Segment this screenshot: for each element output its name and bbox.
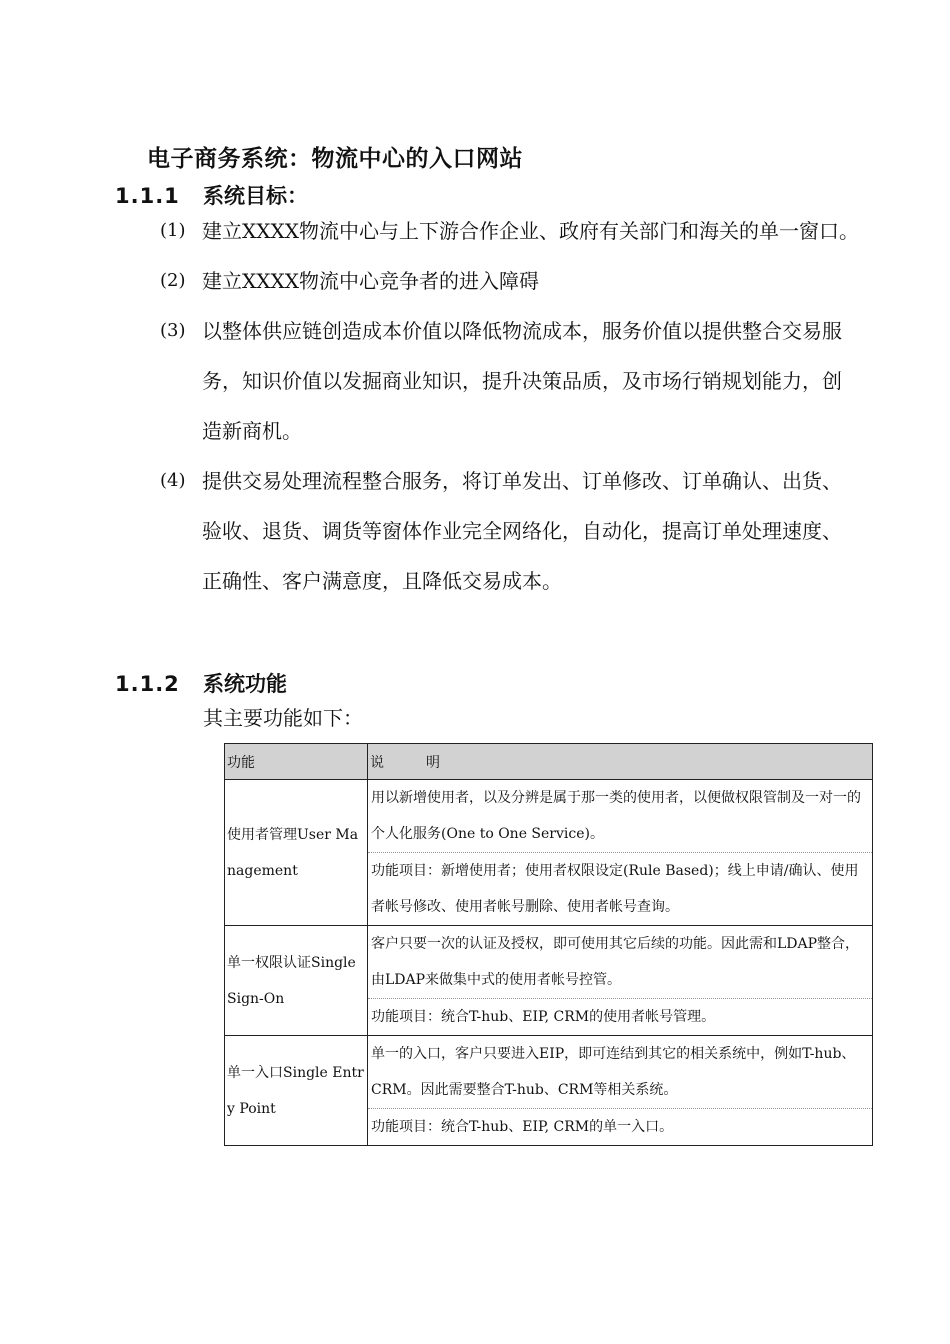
function-name: 单一权限认证Single Sign-On: [225, 926, 368, 1036]
function-items: [368, 852, 872, 925]
items-text: 功能项目：新增使用者；使用者权限设定(Rule Based)；线上申请/确认、使用者帐号修改、使用者帐号删除、使用者帐号查询。: [371, 863, 859, 915]
description-text: 用以新增使用者，以及分辨是属于那一类的使用者，以便做权限管制及一对一的个人化服务(One to One Service)。: [371, 790, 861, 842]
table-row: [225, 926, 873, 1036]
function-name: 使用者管理User Management: [225, 780, 368, 926]
functions-intro: 其主要功能如下：: [203, 706, 363, 730]
table-row: [225, 780, 873, 926]
function-description: [368, 1036, 872, 1108]
function-description-cell: [368, 926, 873, 1036]
description-text: 单一的入口，客户只要进入EIP，即可连结到其它的相关系统中，例如T-hub、CRM。因此需要整合T-hub、CRM等相关系统。: [371, 1046, 856, 1098]
function-description-cell: [368, 780, 873, 926]
items-text: 功能项目：统合T-hub、EIP, CRM的单一入口。: [371, 1119, 674, 1135]
list-item-text: 建立XXXX物流中心与上下游合作企业、政府有关部门和海关的单一窗口。: [202, 219, 859, 243]
section-heading-functions: [115, 668, 287, 698]
section-number: 1.1.2: [115, 672, 180, 696]
column-header-function: 功能: [225, 744, 368, 780]
section-number: 1.1.1: [115, 184, 180, 208]
function-items: [368, 998, 872, 1035]
goals-list: [160, 206, 860, 606]
list-marker: (4): [160, 470, 186, 491]
list-item: [160, 206, 860, 256]
list-marker: (2): [160, 270, 186, 291]
document-title: 电子商务系统：物流中心的入口网站: [147, 146, 523, 172]
section-title: 系统目标：: [203, 184, 308, 208]
function-description: [368, 926, 872, 998]
list-item-text: 提供交易处理流程整合服务，将订单发出、订单修改、订单确认、出货、验收、退货、调货等窗体作业完全网络化，自动化，提高订单处理速度、正确性、客户满意度，且降低交易成本。: [202, 469, 842, 593]
functions-table: [224, 743, 873, 1146]
list-item-text: 建立XXXX物流中心竞争者的进入障碍: [202, 269, 539, 293]
list-item: [160, 456, 860, 606]
list-marker: (1): [160, 220, 186, 241]
description-text: 客户只要一次的认证及授权，即可使用其它后续的功能。因此需和LDAP整合，由LDAP来做集中式的使用者帐号控管。: [371, 936, 860, 988]
list-item: [160, 256, 860, 306]
column-header-description: 说 明: [368, 744, 873, 780]
table-row: [225, 1036, 873, 1146]
function-description: [368, 780, 872, 852]
list-item: [160, 306, 860, 456]
list-item-text: 以整体供应链创造成本价值以降低物流成本，服务价值以提供整合交易服务，知识价值以发掘商业知识，提升决策品质，及市场行销规划能力，创造新商机。: [202, 319, 842, 443]
table-header-row: [225, 744, 873, 780]
function-items: [368, 1108, 872, 1145]
list-marker: (3): [160, 320, 186, 341]
section-title: 系统功能: [203, 672, 287, 696]
items-text: 功能项目：统合T-hub、EIP, CRM的使用者帐号管理。: [371, 1009, 716, 1025]
function-description-cell: [368, 1036, 873, 1146]
function-name: 单一入口Single Entry Point: [225, 1036, 368, 1146]
